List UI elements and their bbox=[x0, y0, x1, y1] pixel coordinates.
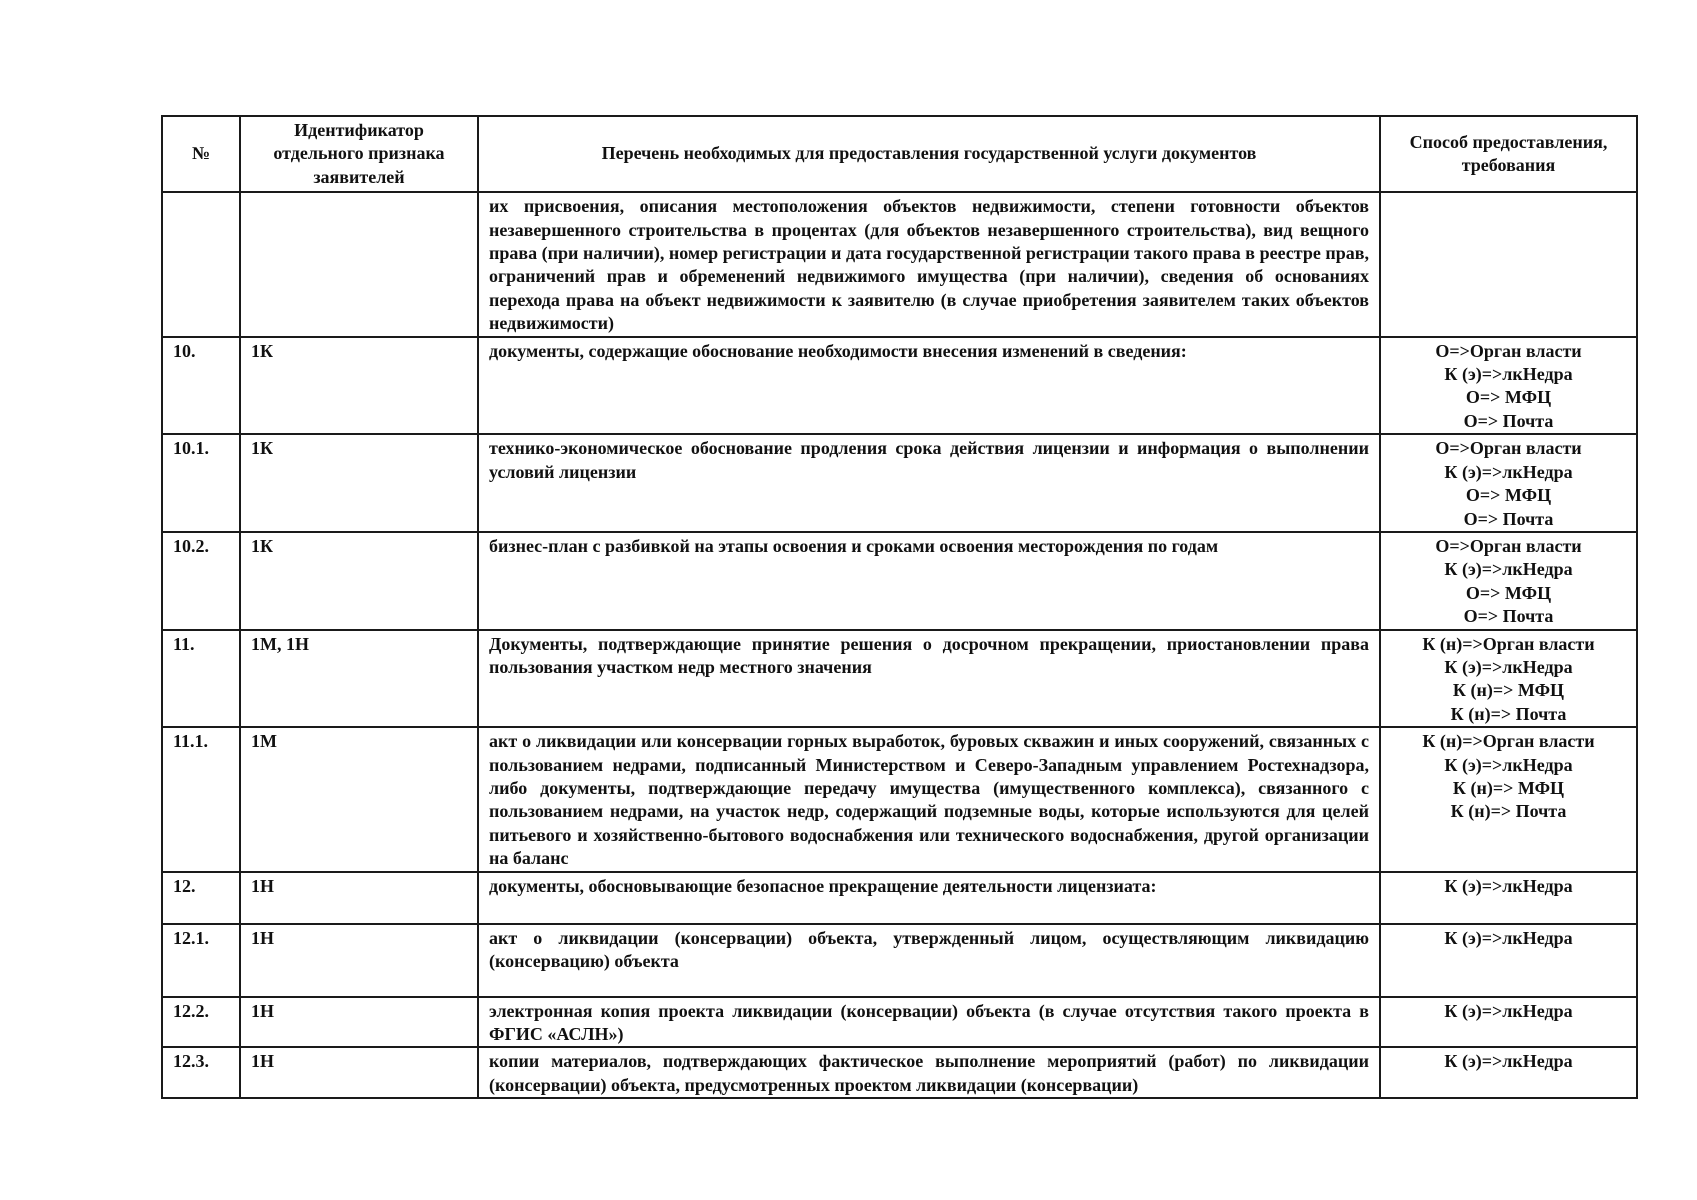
row-document-description: акт о ликвидации или консервации горных выработок, буровых скважин и иных сооружений, связанных с пользованием недрами, подписанный Министерством и Северо-Западным управлением Ростехнадзора, либо документы, подтверждающие передачу имущества (имущественного комплекса), связанного с пользованием недрами, на участок недр, содержащий подземные воды, которые используются для целей питьевого и хозяйственно-бытового водоснабжения или технического водоснабжения, другой организации на баланс bbox=[478, 727, 1380, 871]
table-body bbox=[162, 192, 1637, 1098]
row-identifier: 1К bbox=[240, 434, 478, 532]
table-row bbox=[162, 872, 1637, 924]
row-identifier: 1Н bbox=[240, 1047, 478, 1098]
row-number: 12.1. bbox=[162, 924, 240, 997]
row-number: 11.1. bbox=[162, 727, 240, 871]
row-number: 12.3. bbox=[162, 1047, 240, 1098]
row-document-description: их присвоения, описания местоположения объектов недвижимости, степени готовности объектов незавершенного строительства в процентах (для объектов незавершенного строительства), вид вещного права (при наличии), номер регистрации и дата государственной регистрации такого права в реестре прав, ограничений прав и обременений недвижимого имущества (при наличии), сведения об основаниях перехода права на объект недвижимости к заявителю (в случае приобретения заявителем таких объектов недвижимости) bbox=[478, 192, 1380, 336]
method-line: К (э)=>лкНедра bbox=[1444, 927, 1573, 948]
table-row bbox=[162, 434, 1637, 532]
method-line: К (н)=> Почта bbox=[1450, 703, 1567, 724]
row-document-description: копии материалов, подтверждающих фактическое выполнение мероприятий (работ) по ликвидации (консервации) объекта, предусмотренных проектом ликвидации (консервации) bbox=[478, 1047, 1380, 1098]
row-identifier: 1М bbox=[240, 727, 478, 871]
method-line: К (э)=>лкНедра bbox=[1444, 364, 1573, 385]
row-method bbox=[1380, 997, 1637, 1048]
row-document-description: акт о ликвидации (консервации) объекта, утвержденный лицом, осуществляющим ликвидацию (консервацию) объекта bbox=[478, 924, 1380, 997]
row-identifier: 1Н bbox=[240, 997, 478, 1048]
header-num: № bbox=[162, 116, 240, 192]
row-method bbox=[1380, 532, 1637, 630]
method-line: К (н)=> МФЦ bbox=[1452, 777, 1565, 798]
method-line: К (н)=> МФЦ bbox=[1452, 680, 1565, 701]
table-row bbox=[162, 924, 1637, 997]
row-method bbox=[1380, 872, 1637, 924]
row-identifier: 1К bbox=[240, 532, 478, 630]
table-row bbox=[162, 727, 1637, 871]
row-document-description: электронная копия проекта ликвидации (консервации) объекта (в случае отсутствия такого проекта в ФГИС «АСЛН») bbox=[478, 997, 1380, 1048]
table-row bbox=[162, 1047, 1637, 1098]
row-number: 12. bbox=[162, 872, 240, 924]
method-line: К (э)=>лкНедра bbox=[1444, 559, 1573, 580]
table-row bbox=[162, 532, 1637, 630]
row-method bbox=[1380, 434, 1637, 532]
table-row bbox=[162, 997, 1637, 1048]
table-header bbox=[162, 116, 1637, 192]
header-method: Способ предоставления, требования bbox=[1380, 116, 1637, 192]
method-line: О=>Орган власти bbox=[1435, 340, 1582, 361]
row-method bbox=[1380, 924, 1637, 997]
method-line: К (э)=>лкНедра bbox=[1444, 1000, 1573, 1021]
row-number: 10.1. bbox=[162, 434, 240, 532]
row-identifier: 1М, 1Н bbox=[240, 630, 478, 728]
method-line: О=>Орган власти bbox=[1435, 535, 1582, 556]
row-number: 11. bbox=[162, 630, 240, 728]
row-number bbox=[162, 192, 240, 336]
method-line: К (э)=>лкНедра bbox=[1444, 875, 1573, 896]
row-document-description: технико-экономическое обоснование продления срока действия лицензии и информация о выполнении условий лицензии bbox=[478, 434, 1380, 532]
row-number: 10. bbox=[162, 337, 240, 435]
row-method bbox=[1380, 192, 1637, 336]
table-row bbox=[162, 337, 1637, 435]
row-identifier: 1Н bbox=[240, 872, 478, 924]
table-row bbox=[162, 630, 1637, 728]
row-document-description: бизнес-план с разбивкой на этапы освоения и сроками освоения месторождения по годам bbox=[478, 532, 1380, 630]
method-line: О=> МФЦ bbox=[1465, 387, 1552, 408]
header-identifier: Идентификатор отдельного признака заявителей bbox=[240, 116, 478, 192]
row-document-description: документы, обосновывающие безопасное прекращение деятельности лицензиата: bbox=[478, 872, 1380, 924]
row-identifier: 1К bbox=[240, 337, 478, 435]
documents-table bbox=[161, 115, 1638, 1099]
method-line: К (э)=>лкНедра bbox=[1444, 656, 1573, 677]
table-row bbox=[162, 192, 1637, 336]
method-line: К (э)=>лкНедра bbox=[1444, 754, 1573, 775]
row-number: 12.2. bbox=[162, 997, 240, 1048]
row-method bbox=[1380, 1047, 1637, 1098]
method-line: К (э)=>лкНедра bbox=[1444, 461, 1573, 482]
row-method bbox=[1380, 630, 1637, 728]
row-method bbox=[1380, 727, 1637, 871]
method-line: К (н)=> Почта bbox=[1450, 801, 1567, 822]
method-line: О=> МФЦ bbox=[1465, 485, 1552, 506]
method-line: О=> Почта bbox=[1463, 410, 1554, 431]
row-document-description: Документы, подтверждающие принятие решения о досрочном прекращении, приостановлении права пользования участком недр местного значения bbox=[478, 630, 1380, 728]
row-method bbox=[1380, 337, 1637, 435]
row-document-description: документы, содержащие обоснование необходимости внесения изменений в сведения: bbox=[478, 337, 1380, 435]
method-line: К (н)=>Орган власти bbox=[1422, 731, 1595, 752]
header-documents: Перечень необходимых для предоставления государственной услуги документов bbox=[478, 116, 1380, 192]
method-line: К (н)=>Орган власти bbox=[1422, 633, 1595, 654]
row-number: 10.2. bbox=[162, 532, 240, 630]
method-line: К (э)=>лкНедра bbox=[1444, 1051, 1573, 1072]
method-line: О=> МФЦ bbox=[1465, 582, 1552, 603]
row-identifier: 1Н bbox=[240, 924, 478, 997]
row-identifier bbox=[240, 192, 478, 336]
method-line: О=> Почта bbox=[1463, 606, 1554, 627]
method-line: О=>Орган власти bbox=[1435, 438, 1582, 459]
method-line: О=> Почта bbox=[1463, 508, 1554, 529]
